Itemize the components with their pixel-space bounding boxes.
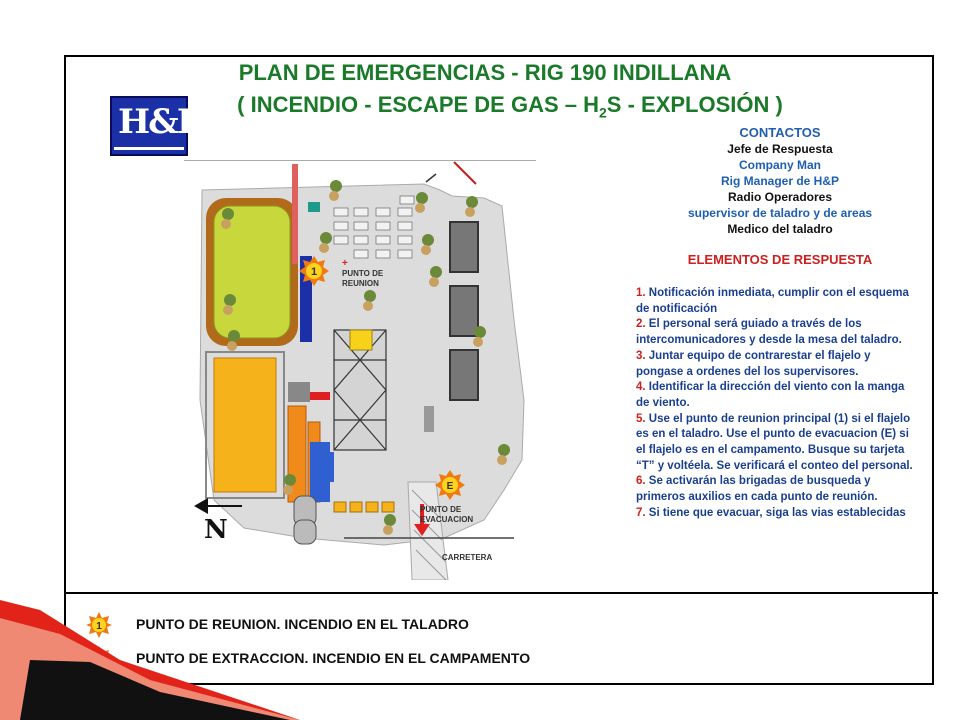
worker-icon xyxy=(383,525,393,535)
step-item xyxy=(636,506,916,522)
contact-item: Jefe de Respuesta xyxy=(727,142,833,156)
worker-icon xyxy=(421,245,431,255)
worker-icon xyxy=(329,191,339,201)
step-text: Notificación inmediata, cumplir con el esquema de notificación xyxy=(636,287,909,315)
step-item xyxy=(636,286,916,317)
worker-icon xyxy=(284,474,296,486)
worker-icon xyxy=(319,243,329,253)
cylinder-tank xyxy=(294,520,316,544)
step-number: 6. xyxy=(636,475,646,488)
reunion-marker-label: 1 xyxy=(310,266,318,278)
step-item xyxy=(636,412,916,475)
worker-icon xyxy=(429,277,439,287)
step-text: El personal será guiado a través de los intercomunicadores y desde la mesa del taladro. xyxy=(636,318,902,347)
contacts-panel xyxy=(620,125,940,237)
worker-icon xyxy=(228,330,240,342)
boundary-marker xyxy=(454,162,476,184)
yellow-pad xyxy=(214,358,276,492)
contact-item: Rig Manager de H&P xyxy=(720,174,840,188)
step-text: Se activarán las brigadas de busqueda y primeros auxilios en cada punto de reunión. xyxy=(636,475,878,504)
worker-icon xyxy=(430,266,442,278)
worker-icon xyxy=(224,294,236,306)
boundary-marker xyxy=(426,174,436,182)
worker-icon xyxy=(498,444,510,456)
reunion-label-line2: REUNION xyxy=(342,279,379,288)
page-subtitle xyxy=(150,92,870,120)
red-pipe xyxy=(292,164,298,264)
worker-icon xyxy=(473,337,483,347)
worker-icon xyxy=(422,234,434,246)
storage-unit xyxy=(450,286,478,336)
worker-icon xyxy=(221,219,231,229)
subtitle-part-2: S - EXPLOSIÓN ) xyxy=(606,92,783,117)
north-label: N xyxy=(204,515,228,545)
worker-icon xyxy=(497,455,507,465)
worker-icon xyxy=(363,301,373,311)
step-item xyxy=(636,317,916,348)
step-number: 2. xyxy=(636,318,646,331)
worker-icon xyxy=(364,290,376,302)
site-map xyxy=(184,160,536,580)
step-number: 3. xyxy=(636,349,646,362)
worker-icon xyxy=(330,180,342,192)
small-unit xyxy=(424,406,434,432)
contacts-heading: CONTACTOS xyxy=(739,125,821,140)
step-number: 7. xyxy=(636,506,646,519)
contact-item: Company Man xyxy=(738,158,821,172)
worker-icon xyxy=(416,192,428,204)
subtitle-subscript: 2 xyxy=(599,104,607,121)
worker-icon xyxy=(223,305,233,315)
step-number: 5. xyxy=(636,412,646,425)
worker-icon xyxy=(384,514,396,526)
step-item xyxy=(636,474,916,505)
evac-label-line1: PUNTO DE xyxy=(420,505,462,514)
legend-text: PUNTO DE REUNION. INCENDIO EN EL TALADRO xyxy=(136,616,469,632)
north-arrow-head xyxy=(194,498,208,514)
worker-icon xyxy=(283,485,293,495)
worker-icon xyxy=(466,196,478,208)
contact-item: Medico del taladro xyxy=(727,222,833,236)
first-aid-cross-icon: + xyxy=(342,258,348,269)
grey-box xyxy=(288,382,310,402)
legend-divider xyxy=(64,592,938,594)
teal-box xyxy=(308,202,320,212)
elements-heading: ELEMENTOS DE RESPUESTA xyxy=(687,252,873,267)
red-box xyxy=(310,392,330,400)
step-number: 1. xyxy=(636,287,646,299)
storage-unit xyxy=(450,350,478,400)
road-label: CARRETERA xyxy=(442,553,493,562)
worker-icon xyxy=(465,207,475,217)
evac-marker-label: E xyxy=(446,481,454,492)
page-title: PLAN DE EMERGENCIAS - RIG 190 INDILLANA xyxy=(238,60,732,85)
worker-icon xyxy=(474,326,486,338)
step-text: Use el punto de reunion principal (1) si el flajelo es en el taladro. Use el punto de evacuacion (E) si el flajelo es en el campamento. Busque su tarjeta “T” y voltéela. Se verificará el conteo del personal. xyxy=(636,412,913,472)
step-text: Identificar la dirección del viento con la manga de viento. xyxy=(636,381,905,409)
evac-label-line2: EVACUACION xyxy=(420,515,474,524)
step-text: Si tiene que evacuar, siga las vias establecidas xyxy=(645,506,906,519)
rig-floor xyxy=(350,330,372,350)
corner-swoosh-decoration xyxy=(0,600,300,720)
hp-logo-text: H&P xyxy=(118,102,201,142)
step-item xyxy=(636,349,916,380)
legend-marker-text: 1 xyxy=(96,621,102,632)
blue-equipment xyxy=(324,452,334,482)
step-item xyxy=(636,380,916,411)
worker-icon xyxy=(227,341,237,351)
worker-icon xyxy=(415,203,425,213)
worker-icon xyxy=(320,232,332,244)
subtitle-part-1: ( INCENDIO - ESCAPE DE GAS – H xyxy=(237,92,599,117)
worker-icon xyxy=(222,208,234,220)
contact-item: Radio Operadores xyxy=(727,190,833,204)
hp-logo-stripe xyxy=(114,147,184,150)
step-number: 4. xyxy=(636,381,646,394)
hp-logo xyxy=(110,96,201,156)
step-text: Juntar equipo de contrarestar el flajelo y pongase a ordenes del los supervisores. xyxy=(636,349,871,378)
storage-unit xyxy=(450,222,478,272)
reunion-label-line1: PUNTO DE xyxy=(342,269,384,278)
response-steps xyxy=(636,286,916,522)
legend-text: PUNTO DE EXTRACCION. INCENDIO EN EL CAMPAMENTO xyxy=(136,650,531,666)
contact-item: supervisor de taladro y de areas xyxy=(687,206,873,220)
